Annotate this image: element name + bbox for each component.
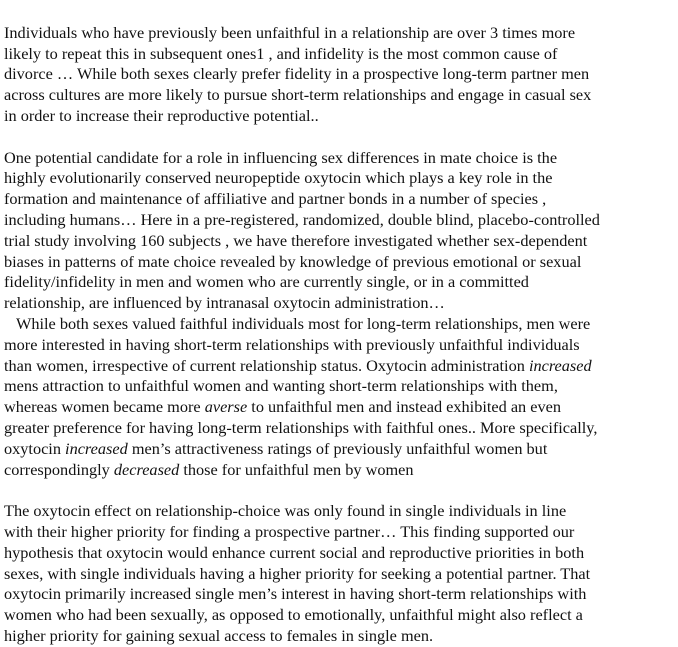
emphasis-averse: averse (204, 397, 248, 417)
paragraph-3-text: to unfaithful men and instead exhibited an even greater preference for having long-term relationships with faithful ones.. More specifically, oxytocin (4, 397, 598, 458)
paragraph-1-text: Individuals who have previously been unfaithful in a relationship are over 3 times more likely to repeat this in subsequent ones1 , and infidelity is the most common cause of divorce … While both sexes clearly prefer fidelity in a prospective long-term partner men across cultures are more likely to pursue short-term relationships and engage in casual sex in order to increase their reproductive potential.. (4, 22, 592, 125)
paragraph-2 (4, 127, 674, 314)
paragraph-4 (4, 480, 674, 646)
paragraph-3-text: those for unfaithful men by women (179, 459, 414, 479)
paragraph-1 (4, 2, 674, 127)
paragraph-2-text: One potential candidate for a role in influencing sex differences in mate choice is the highly evolutionarily conserved neuropeptide oxytocin which plays a key role in the formation and maintenance of affiliative and partner bonds in a number of species , including humans… Here in a pre-registered, randomized, double blind, placebo-controlled trial study involving 160 subjects , we have therefore investigated whether sex-dependent biases in patterns of mate choice revealed by knowledge of previous emotional or sexual fidelity/infidelity in men and women who are currently single, or in a committed relationship, are influenced by intranasal oxytocin administration… (4, 147, 600, 313)
emphasis-increased: increased (528, 355, 592, 375)
emphasis-decreased: decreased (113, 459, 180, 479)
paragraph-4-text: The oxytocin effect on relationship-choice was only found in single individuals in line with their higher priority for finding a prospective partner… This finding supported our hypothesis that oxytocin would enhance current social and reproductive priorities in both sexes, with single individuals having a higher priority for seeking a potential partner. That oxytocin primarily increased single men’s interest in having short-term relationships with women who had been sexually, as opposed to emotionally, unfaithful might also reflect a higher priority for gaining sexual access to females in single men. (4, 501, 591, 645)
paragraph-3-text: men’s attractiveness ratings of previously unfaithful women but correspondingly (4, 438, 548, 479)
paragraph-3-text: mens attraction to unfaithful women and wanting short-term relationships with them, whereas women became more (4, 376, 558, 417)
paragraph-3-text: While both sexes valued faithful individuals most for long-term relationships, men were more interested in having short-term relationships with previously unfaithful individuals than women, irrespective of current relationship status. Oxytocin administration (4, 313, 591, 375)
emphasis-increased: increased (65, 438, 128, 458)
paragraph-3 (4, 314, 674, 480)
